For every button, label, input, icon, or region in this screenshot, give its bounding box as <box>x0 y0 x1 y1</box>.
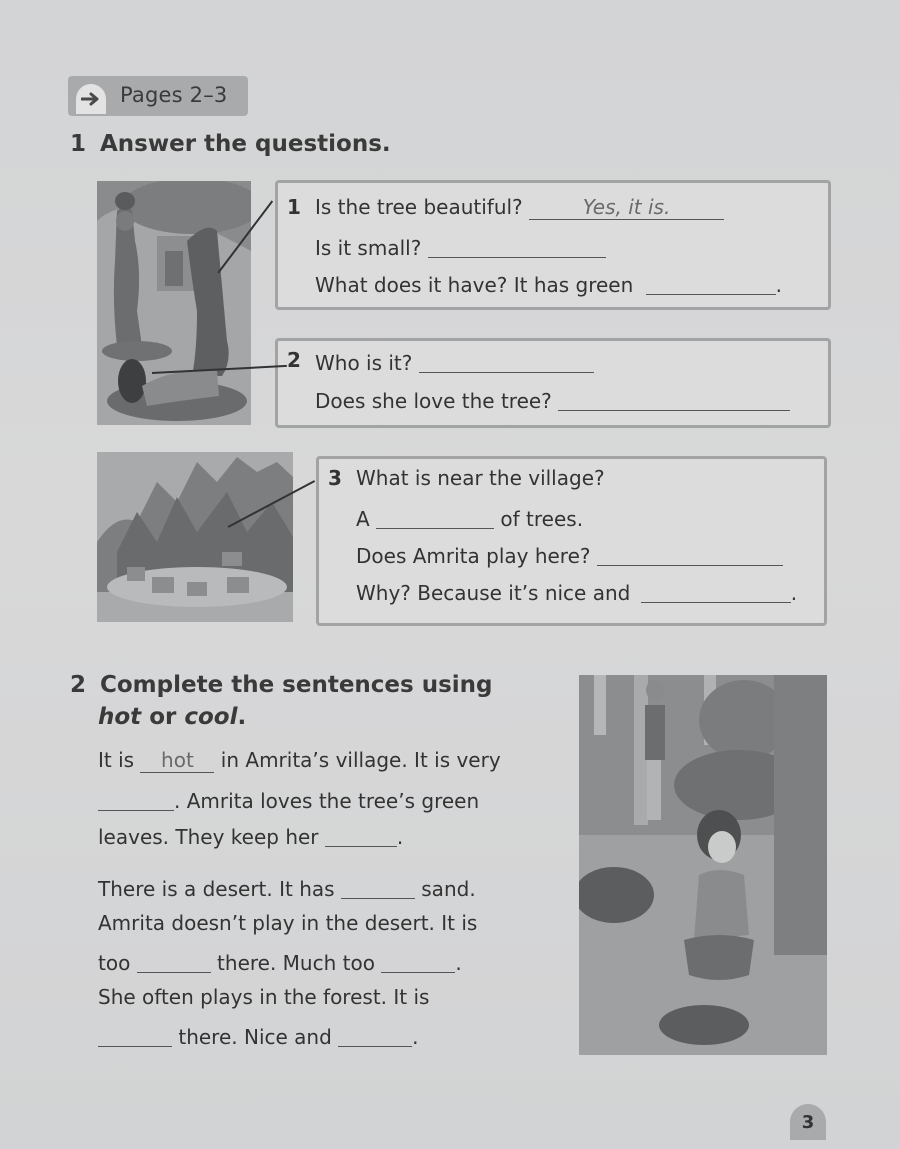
question-group-1-number: 1 <box>287 195 301 219</box>
text-after: . Amrita loves the tree’s green <box>174 789 480 813</box>
exercise2-heading <box>70 672 493 698</box>
exercise2-title-line1: Complete the sentences using <box>100 672 493 698</box>
filled-answer: hot <box>161 748 194 772</box>
sentence-line-8 <box>98 1022 419 1049</box>
answer-blank[interactable] <box>381 951 455 973</box>
sentence-line-2 <box>98 786 479 813</box>
exercise1-number: 1 <box>70 131 87 157</box>
question-text: Does Amrita play here? <box>356 544 591 568</box>
word-or: or <box>149 704 177 730</box>
exercise2-number: 2 <box>70 672 87 698</box>
sentence-line-4 <box>98 874 476 901</box>
answer-blank[interactable] <box>137 951 211 973</box>
answer-blank[interactable] <box>338 1025 412 1047</box>
text-before: Amrita doesn’t play in the desert. It is <box>98 911 478 935</box>
text-after: in Amrita’s village. It is very <box>220 748 501 772</box>
answer-blank[interactable] <box>641 581 791 603</box>
answer-blank[interactable] <box>529 195 724 220</box>
text-before: It is <box>98 748 135 772</box>
question-text: What is near the village? <box>356 466 605 490</box>
illustration-village-forest <box>97 452 293 622</box>
text-after: . <box>455 951 462 975</box>
pages-tab-label: Pages 2–3 <box>120 83 228 107</box>
question-text: of trees. <box>500 507 584 531</box>
answer-blank[interactable] <box>98 1025 172 1047</box>
question-group-2-number: 2 <box>287 348 301 372</box>
answer-blank[interactable] <box>419 351 594 373</box>
question-group-3-number: 3 <box>328 466 342 490</box>
answer-blank[interactable] <box>325 825 397 847</box>
exercise1-heading <box>70 131 391 157</box>
question-3-3 <box>356 541 783 568</box>
question-suffix: . <box>775 273 783 297</box>
answer-blank[interactable] <box>140 748 214 773</box>
question-2-2 <box>315 386 790 413</box>
question-text: Why? Because it’s nice and <box>356 581 631 605</box>
question-3-1 <box>356 466 605 490</box>
text-before: There is a desert. It has <box>98 877 335 901</box>
sentence-line-5 <box>98 911 477 935</box>
question-suffix: . <box>790 581 798 605</box>
question-text: Is it small? <box>315 236 422 260</box>
answer-blank[interactable] <box>376 507 494 529</box>
question-text: Does she love the tree? <box>315 389 552 413</box>
sentence-line-1 <box>98 748 501 772</box>
illustration-tree-scene <box>97 181 251 425</box>
text-before: leaves. They keep her <box>98 825 319 849</box>
text-after: . <box>412 1025 419 1049</box>
page-number: 3 <box>801 1111 815 1133</box>
text-before: She often plays in the forest. It is <box>98 985 430 1009</box>
question-2-1 <box>315 348 594 375</box>
question-3-4 <box>356 578 797 605</box>
illustration-girl-in-forest <box>579 675 827 1055</box>
text-after: sand. <box>421 877 476 901</box>
word-cool: cool <box>184 704 238 730</box>
title-period: . <box>237 704 247 730</box>
word-hot: hot <box>98 704 142 730</box>
pages-reference-tab <box>68 76 248 116</box>
sentence-line-3 <box>98 822 403 849</box>
text-after: . <box>396 825 404 849</box>
text-before: too <box>98 951 131 975</box>
answer-blank[interactable] <box>646 273 776 295</box>
question-text: What does it have? It has green <box>315 273 634 297</box>
exercise1-title: Answer the questions. <box>100 131 391 157</box>
question-1-2 <box>315 233 606 260</box>
answer-blank[interactable] <box>428 236 606 258</box>
sentence-line-7 <box>98 985 429 1009</box>
answer-blank[interactable] <box>341 877 415 899</box>
question-1-1 <box>315 195 724 219</box>
question-text: Who is it? <box>315 351 413 375</box>
question-3-2 <box>356 504 583 531</box>
answer-blank[interactable] <box>98 789 174 811</box>
answer-blank[interactable] <box>597 544 783 566</box>
page-number-badge <box>790 1104 826 1140</box>
question-1-3 <box>315 270 782 297</box>
filled-answer: Yes, it is. <box>582 195 671 219</box>
text-after: there. Nice and <box>178 1025 332 1049</box>
question-prefix: A <box>356 507 370 531</box>
arrow-right-icon <box>76 84 106 114</box>
text-after: there. Much too <box>217 951 375 975</box>
question-text: Is the tree beautiful? <box>315 195 523 219</box>
sentence-line-6 <box>98 948 462 975</box>
answer-blank[interactable] <box>558 389 790 411</box>
exercise2-heading-line2 <box>98 704 246 730</box>
